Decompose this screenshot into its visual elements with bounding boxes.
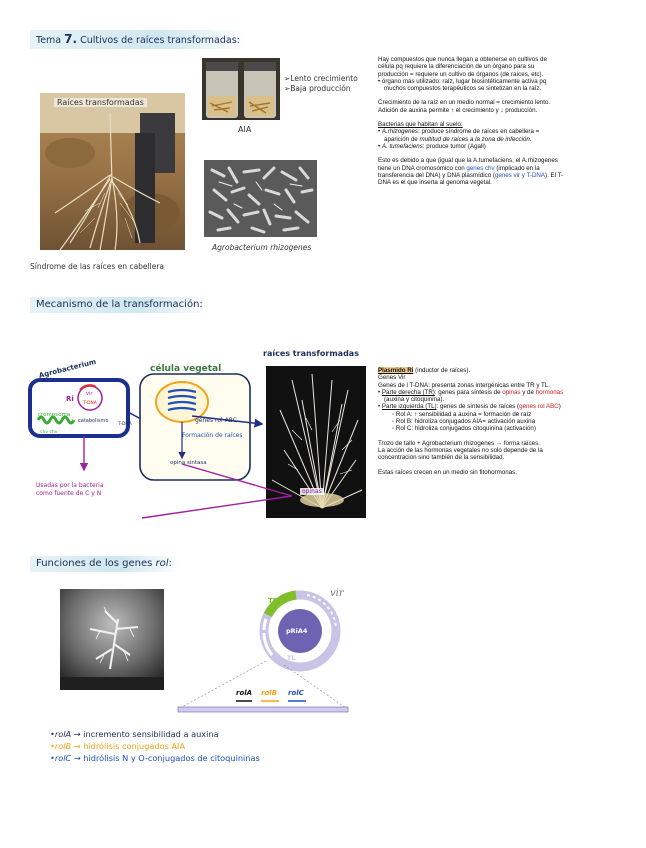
tr-part: Parte derecha (TR) — [381, 388, 435, 396]
tl-gene-bar — [178, 707, 348, 712]
bacteria-desc: : produce tumor (Agall) — [422, 142, 486, 150]
aia-jars-photo — [202, 58, 280, 120]
rol-function-item: •rolB → hidrólisis conjugados AIA — [50, 741, 186, 751]
plant-cell-title: célula vegetal — [150, 364, 222, 374]
dna-text: (implicado en la — [494, 164, 540, 172]
tl-part: Parte izquierda (TL) — [381, 403, 437, 411]
opina-sintasa-label: opina sintasa — [170, 460, 207, 466]
species-name: A.rhizogenes — [381, 128, 419, 136]
rol-function: → hidrólisis N y O-conjugados de citoquininas — [71, 753, 260, 763]
title-suffix: Cultivos de raíces transformadas: — [77, 35, 240, 46]
root-culture-photo — [60, 589, 164, 690]
growth-notes — [284, 74, 358, 94]
agrobacterium-label: Agrobacterium — [38, 357, 97, 380]
opinas-label: opinas — [302, 488, 322, 495]
opinas-usage-note — [36, 482, 103, 498]
gene-rolb-label: rolB — [261, 689, 277, 697]
rol-sub-item: ◦ Rol C: hidroliza conjugados citoquinina (activación) — [392, 425, 536, 433]
hormonas-word: hormonas — [535, 388, 564, 396]
section-title-mecanismo: Mecanismo de la transformación: — [30, 297, 211, 313]
bacteria-item — [378, 143, 640, 150]
dna-line: Esto es debido a que (igual que la A.tumefaciens, el A.rhizogenes — [378, 157, 558, 165]
intro-line: muchos compuestos terapéuticos se sintetizan en la raíz. — [384, 85, 542, 93]
intro-line: producción = requiere un cultivo de órganos (de raíces, etc). — [378, 70, 544, 78]
rol-sub-item: ◦ Rol B: hidroliza conjugados AIA= activación auxina — [392, 418, 536, 426]
bacteria-desc: : produce síndrome de raíces en cabellera = — [418, 128, 540, 136]
plasmid-desc: ) — [558, 403, 561, 411]
plasmid-desc: : genes de síntesis de raíces ( — [436, 403, 520, 411]
root-formation-label: Formación de raíces — [182, 432, 243, 439]
transformed-roots-title: raíces transformadas — [263, 349, 359, 358]
rol-gene: rolA — [54, 729, 72, 739]
dna-line: DNA es el que inserta al genoma vegetal. — [378, 179, 492, 187]
bacteria-item — [378, 128, 640, 135]
rol-functions-list — [50, 728, 260, 764]
dna-text: transferencia del DNA) y DNA plasmídico ( — [378, 171, 495, 179]
syndrome-caption: Síndrome de las raíces en cabellera — [30, 262, 165, 271]
agrobacterium-micrograph — [204, 160, 317, 237]
plasmid-vir-label: vir — [330, 588, 344, 599]
plasmid-tr-label: TR — [268, 597, 279, 605]
plasmid-line: Genes Vir — [378, 374, 406, 382]
dna-line — [378, 165, 640, 172]
growth-note-low: ➢Baja producción — [284, 84, 351, 93]
plasmid-name: pRiA4 — [286, 627, 308, 635]
bullet: • — [378, 403, 382, 411]
section-title-tema7 — [30, 30, 248, 49]
vir-label: vir — [86, 391, 93, 397]
text-block-plasmid — [378, 367, 640, 476]
growth-note-slow: ➢Lento crecimiento — [284, 74, 358, 83]
bullet: • — [378, 142, 382, 150]
bacteria-desc: aparición de — [384, 135, 420, 143]
bullet: • — [378, 128, 382, 136]
roots-photo-label: Raíces transformadas — [54, 98, 147, 107]
tallo-line: concentración sino también de la sensibilidad. — [378, 454, 505, 462]
rol-gene: rolB — [54, 741, 72, 751]
bacteria-desc-italic: multitud de raíces a la zona de infección. — [419, 135, 532, 143]
text-block-intro — [378, 56, 640, 186]
title-number: 7. — [64, 32, 78, 46]
plasmid-desc: y de — [520, 388, 536, 396]
rol-function: → hidrólisis conjugados AIA — [71, 741, 186, 751]
rol-function: → incremento sensibilidad a auxina — [71, 729, 219, 739]
tdna-arrow-label: T-DNA — [118, 422, 132, 427]
dna-text: ). El T- — [545, 171, 564, 179]
plasmid-ri-highlight: Plasmido Ri — [378, 367, 414, 374]
intro-line: • órgano más utilizado: raíz, lugar biosintéticamente activa pq — [378, 77, 547, 85]
plasmid-tl-label: TL — [287, 654, 296, 662]
plasmid-desc: (inductor de raíces). — [413, 367, 471, 374]
plasmid-line: Genes de l T-DNA: presenta zonas intergénicas entre TR y TL. — [378, 381, 550, 389]
title-suffix: : — [168, 558, 172, 569]
growth-line: Crecimiento de la raíz en un medio normal = crecimiento lento. — [378, 99, 551, 107]
genes-rol-word: genes rol ABC — [519, 403, 559, 411]
usage-line: como fuente de C y N — [36, 490, 102, 497]
growth-line: Adición de auxina permite ↑ el crecimiento y ↓ producción. — [378, 106, 538, 114]
genes-chv: genes chv — [466, 164, 495, 172]
ri-label: Ri — [66, 395, 74, 403]
agrobacterium-caption: Agrobacterium rhizogenes — [212, 243, 312, 252]
bullet: • — [378, 388, 382, 396]
species-name: A. tumefaciens — [381, 142, 423, 150]
section-title-funciones — [30, 556, 180, 572]
catabolismo-label: catabolismo — [78, 418, 109, 424]
title-prefix: Funciones de los genes — [36, 558, 156, 569]
title-prefix: Tema — [36, 35, 65, 46]
agrobacterium-cell — [30, 380, 128, 436]
chromosome-label: cromosoma — [38, 412, 71, 418]
genes-rol-label: genes rol ABC — [195, 417, 237, 424]
title-italic: rol — [155, 558, 169, 569]
usage-line: Usadas por la bacteria — [36, 482, 104, 489]
plasmid-desc: : genes para síntesis de — [434, 388, 503, 396]
bacteria-heading: Bacterias que habitan al suelo: — [378, 121, 463, 129]
tdna-label: T-DNA — [83, 401, 97, 406]
rol-function-item: •rolC → hidrólisis N y O-conjugados de citoquininas — [50, 753, 260, 763]
gene-rola-label: rolA — [236, 689, 253, 697]
rol-function-item: •rolA → incremento sensibilidad a auxina — [50, 729, 219, 739]
rol-gene: rolC — [54, 753, 72, 763]
tallo-line: La acción de las hormonas vegetales no solo depende de la — [378, 446, 543, 454]
opinas-word: opinas — [502, 388, 521, 396]
rol-sub-item: ◦ Rol A: ↑ sensibilidad a auxina = formación de raíz — [392, 410, 532, 418]
dna-line — [378, 172, 640, 179]
intro-line: Hay compuestos que nunca llegan a obtenerse en cultivos de — [378, 56, 547, 63]
chv-label: chv chv — [40, 430, 58, 435]
plasmid-diagram — [160, 583, 360, 715]
aia-caption: AIA — [238, 125, 252, 134]
dna-text: tiene un DNA cromosómico con — [378, 164, 467, 172]
roots-photo — [40, 93, 185, 250]
intro-line: célula pq requiere la diferenciación de un órgano para su — [378, 63, 535, 71]
genes-vir-tdna: genes vir y T-DNA — [494, 171, 546, 179]
medium-line: Estas raíces crecen en un medio sin fitohormonas. — [378, 468, 517, 476]
plasmid-line: (auxina y citoquinina). — [384, 396, 445, 404]
tallo-line: Trozo de tallo + Agrobacterium rhizogenes → forma raíces. — [378, 439, 540, 447]
gene-rolc-label: rolC — [288, 689, 304, 697]
